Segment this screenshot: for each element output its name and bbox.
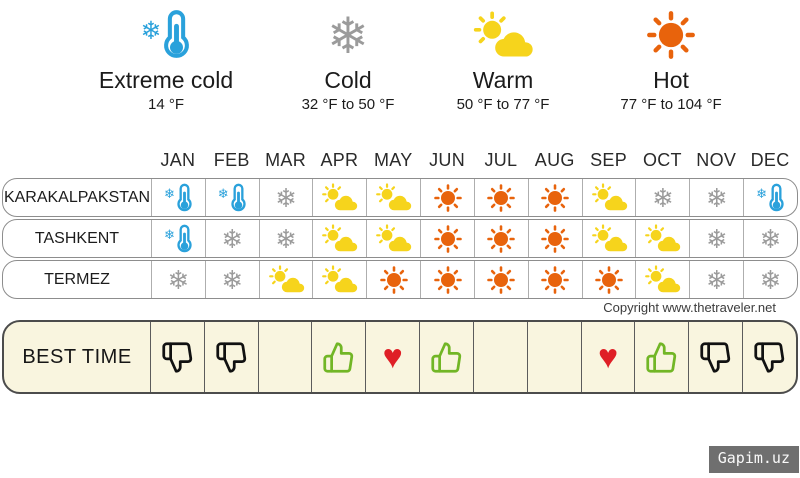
watermark-badge: Gapim.uz — [709, 446, 799, 473]
sun-cloud-icon — [375, 183, 412, 213]
sun-cloud-icon — [268, 265, 305, 295]
legend-range: 32 °F to 50 °F — [301, 96, 395, 113]
thumbs-down-icon — [215, 341, 248, 374]
best-time-cell — [688, 322, 742, 392]
climate-cell — [420, 220, 474, 257]
best-time-label: BEST TIME — [22, 345, 132, 368]
best-time-row — [2, 320, 798, 394]
heart-icon: ♥︎ — [597, 338, 619, 376]
sun-icon — [379, 265, 409, 295]
snowflake-icon: ❄︎ — [221, 264, 244, 295]
climate-cell — [420, 179, 474, 216]
climate-cell — [151, 220, 205, 257]
climate-cell — [151, 179, 205, 216]
snowflake-icon: ❄︎ — [163, 227, 175, 242]
snowflake-icon: ❄︎ — [759, 264, 782, 295]
sun-cloud-icon — [472, 11, 534, 61]
region-label: TASHKENT — [34, 229, 120, 247]
climate-cell — [312, 261, 366, 298]
month-header: MAR — [265, 150, 307, 170]
month-header-row — [3, 150, 797, 171]
legend-label: Cold — [324, 67, 372, 93]
snowflake-icon: ❄︎ — [167, 264, 190, 295]
best-time-cell — [634, 322, 688, 392]
month-header: OCT — [642, 150, 682, 170]
legend-item-warm — [412, 4, 594, 113]
legend-label: Warm — [472, 67, 534, 93]
sun-cloud-icon — [375, 224, 412, 254]
month-header: AUG — [534, 150, 575, 170]
climate-cell — [689, 179, 743, 216]
climate-cell — [635, 261, 689, 298]
best-time-cell — [258, 322, 312, 392]
legend-range: 14 °F — [147, 96, 184, 113]
month-header: JUN — [429, 150, 466, 170]
thermometer-icon — [230, 183, 247, 213]
month-header: JUL — [484, 150, 518, 170]
legend-icon-slot — [645, 4, 697, 61]
snowflake-icon: ❄︎ — [140, 16, 162, 45]
sun-cloud-icon — [644, 265, 681, 295]
climate-row — [2, 219, 798, 258]
best-time-cell — [365, 322, 419, 392]
sun-cloud-icon — [644, 224, 681, 254]
climate-cell — [312, 220, 366, 257]
climate-cell — [689, 261, 743, 298]
extreme-cold-icon — [218, 183, 247, 213]
thumbs-up-icon — [645, 341, 678, 374]
sun-icon — [540, 183, 570, 213]
extreme-cold-icon — [164, 224, 193, 254]
snowflake-icon: ❄︎ — [705, 182, 728, 213]
sun-cloud-icon — [591, 183, 628, 213]
climate-cell — [635, 179, 689, 216]
month-header: DEC — [750, 150, 790, 170]
snowflake-icon: ❄︎ — [275, 223, 297, 254]
sun-icon — [594, 265, 624, 295]
snowflake-icon: ❄︎ — [275, 182, 297, 213]
thumbs-up-icon — [322, 341, 355, 374]
best-time-cell — [311, 322, 365, 392]
month-header-spacer — [3, 150, 151, 171]
extreme-cold-icon — [164, 183, 193, 213]
sun-cloud-icon — [321, 224, 358, 254]
extreme-cold-icon — [756, 183, 785, 213]
climate-cell — [582, 179, 636, 216]
climate-row — [2, 178, 798, 217]
extreme-cold-icon — [141, 9, 192, 61]
thermometer-icon — [768, 183, 785, 213]
climate-cell — [366, 179, 420, 216]
legend-icon-slot — [327, 4, 369, 64]
heart-icon: ♥︎ — [382, 338, 403, 376]
snowflake-icon: ❄︎ — [705, 223, 728, 254]
thermometer-icon — [176, 224, 193, 254]
climate-cell — [582, 220, 636, 257]
legend-icon-slot — [141, 4, 192, 61]
legend-item-cold — [262, 4, 434, 113]
thermometer-icon — [162, 9, 191, 61]
month-header: APR — [320, 150, 359, 170]
sun-cloud-icon — [321, 183, 358, 213]
climate-cell — [151, 261, 205, 298]
legend-icon-slot — [472, 4, 534, 61]
best-time-cell — [527, 322, 581, 392]
climate-cell — [474, 220, 528, 257]
climate-cell — [528, 261, 582, 298]
sun-icon — [486, 183, 516, 213]
climate-cell — [582, 261, 636, 298]
sun-icon — [433, 265, 463, 295]
climate-cell — [635, 220, 689, 257]
snowflake-icon: ❄︎ — [705, 264, 728, 295]
sun-icon — [433, 224, 463, 254]
month-header: JAN — [160, 150, 196, 170]
sun-icon — [540, 224, 570, 254]
snowflake-icon: ❄︎ — [217, 186, 229, 201]
legend-label: Extreme cold — [98, 67, 234, 93]
climate-row — [2, 260, 798, 299]
climate-cell — [205, 179, 259, 216]
legend-range: 77 °F to 104 °F — [620, 96, 722, 113]
month-header: MAY — [373, 150, 413, 170]
sun-icon — [645, 9, 697, 61]
best-time-cell — [150, 322, 204, 392]
best-time-cell — [204, 322, 258, 392]
snowflake-icon: ❄︎ — [327, 8, 369, 64]
climate-cell — [366, 261, 420, 298]
climate-cell — [474, 261, 528, 298]
climate-cell — [743, 261, 797, 298]
climate-cell — [528, 220, 582, 257]
snowflake-icon: ❄︎ — [163, 186, 175, 201]
climate-cell — [743, 179, 797, 216]
climate-cell — [528, 179, 582, 216]
sun-icon — [433, 183, 463, 213]
region-label: TERMEZ — [44, 270, 110, 288]
sun-icon — [486, 265, 516, 295]
legend-label: Hot — [653, 67, 689, 93]
sun-icon — [540, 265, 570, 295]
legend-item-hot — [580, 4, 762, 113]
sun-icon — [486, 224, 516, 254]
best-time-cell — [581, 322, 635, 392]
climate-cell — [205, 261, 259, 298]
region-label: KARAKALPAKSTAN — [3, 188, 151, 206]
thumbs-down-icon — [699, 341, 732, 374]
snowflake-icon: ❄︎ — [759, 223, 782, 254]
thumbs-down-icon — [161, 341, 194, 374]
legend-range: 50 °F to 77 °F — [456, 96, 550, 113]
climate-cell — [259, 220, 313, 257]
climate-cell — [366, 220, 420, 257]
best-time-cell — [419, 322, 473, 392]
month-header: SEP — [590, 150, 628, 170]
climate-cell — [420, 261, 474, 298]
sun-cloud-icon — [321, 265, 358, 295]
snowflake-icon: ❄︎ — [652, 182, 674, 213]
snowflake-icon: ❄︎ — [756, 186, 768, 201]
climate-cell — [259, 261, 313, 298]
climate-cell — [689, 220, 743, 257]
climate-cell — [743, 220, 797, 257]
best-time-cell — [742, 322, 796, 392]
climate-cell — [259, 179, 313, 216]
month-header: FEB — [213, 150, 250, 170]
thermometer-icon — [176, 183, 193, 213]
thumbs-down-icon — [753, 341, 786, 374]
copyright-text: Copyright www.thetraveler.net — [603, 300, 776, 315]
climate-table — [2, 178, 798, 301]
legend-item-extreme-cold — [55, 4, 277, 113]
climate-cell — [205, 220, 259, 257]
climate-cell — [474, 179, 528, 216]
snowflake-icon: ❄︎ — [221, 223, 244, 254]
best-time-cell — [473, 322, 527, 392]
climate-cell — [312, 179, 366, 216]
sun-cloud-icon — [591, 224, 628, 254]
month-header: NOV — [696, 150, 737, 170]
thumbs-up-icon — [430, 341, 463, 374]
